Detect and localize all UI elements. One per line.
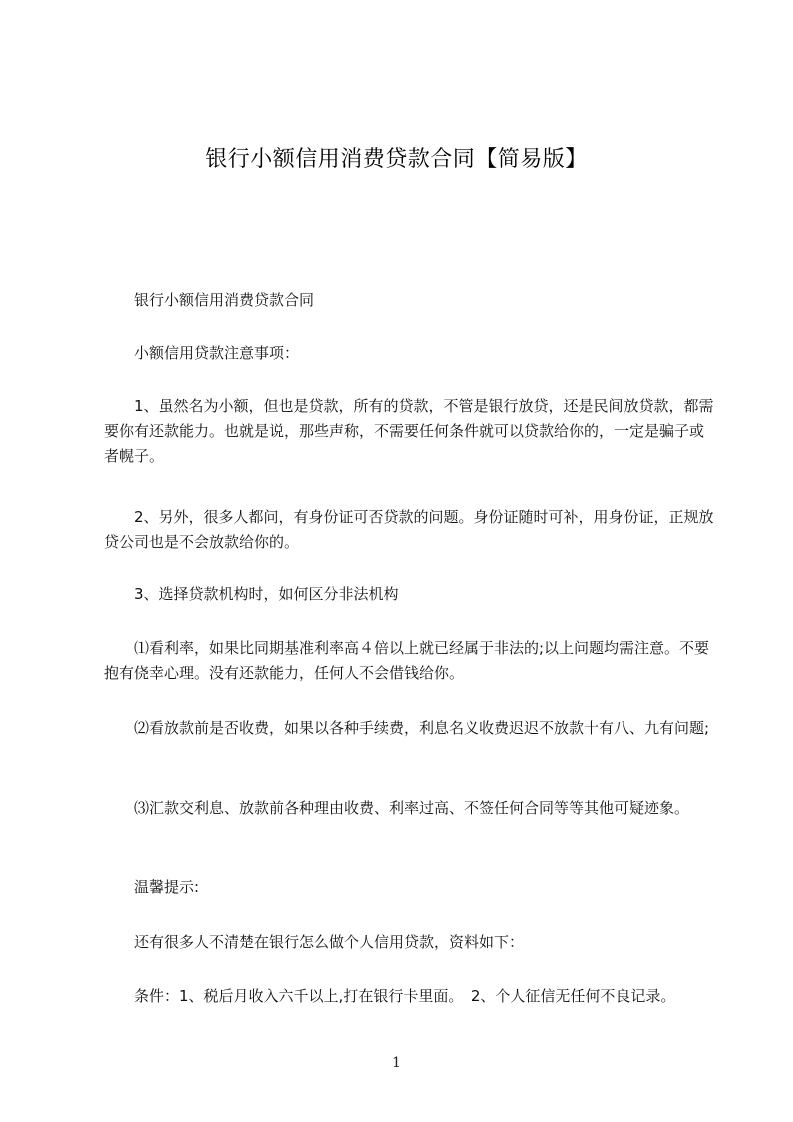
paragraph-notice-title: 小额信用贷款注意事项： (104, 344, 300, 362)
document-title: 银行小额信用消费贷款合同【简易版】 (205, 147, 588, 172)
paragraph-sub-1: ⑴看利率，如果比同期基准利率高４倍以上就已经属于非法的;以上问题均需注意。不要抱有侥幸心理。没有还款能力，任何人不会借钱给你。 (104, 639, 710, 682)
paragraph-item-1: 1、虽然名为小额，但也是贷款，所有的贷款，不管是银行放贷，还是民间放贷款，都需要你有还款能力。也就是说，那些声称，不需要任何条件就可以贷款给你的，一定是骗子或者幌子。 (104, 397, 714, 465)
paragraph-item-2: 2、另外，很多人都问，有身份证可否贷款的问题。身份证随时可补，用身份证，正规放贷公司也是不会放款给你的。 (104, 508, 714, 551)
paragraph-tip-intro: 还有很多人不清楚在银行怎么做个人信用贷款，资料如下： (104, 933, 525, 951)
page-number: 1 (392, 1055, 401, 1071)
paragraph-sub-3: ⑶汇款交利息、放款前各种理由收费、利率过高、不签任何合同等等其他可疑迹象。 (104, 799, 690, 817)
paragraph-sub-2: ⑵看放款前是否收费，如果以各种手续费，利息名义收费迟迟不放款十有八、九有问题; (104, 719, 710, 737)
paragraph-conditions: 条件：1、税后月收入六千以上,打在银行卡里面。 2、个人征信无任何不良记录。 (104, 987, 676, 1005)
paragraph-tip-title: 温馨提示: (104, 878, 200, 896)
paragraph-heading: 银行小额信用消费贷款合同 (104, 291, 315, 309)
paragraph-item-3: 3、选择贷款机构时，如何区分非法机构 (104, 585, 399, 603)
